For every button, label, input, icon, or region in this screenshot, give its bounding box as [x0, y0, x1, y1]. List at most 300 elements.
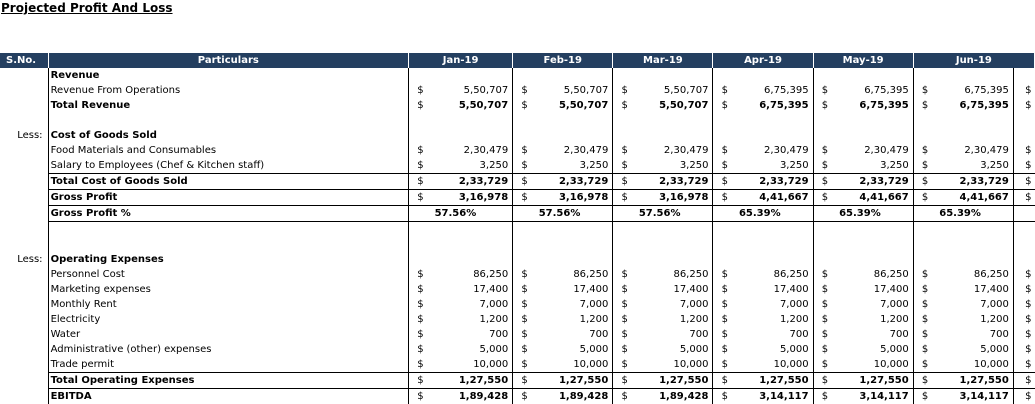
cell-currency-symbol[interactable] [613, 252, 631, 267]
cell-currency-symbol[interactable]: $ [513, 357, 531, 373]
cell-sno[interactable]: Less: [0, 128, 48, 143]
cell-sno[interactable] [0, 206, 48, 222]
cell-currency-symbol[interactable]: $ [813, 158, 831, 174]
cell-amount[interactable]: 86,250 [731, 267, 813, 282]
cell-currency-symbol[interactable]: $ [513, 282, 531, 297]
cell-currency-symbol[interactable]: $ [409, 373, 427, 389]
cell-amount[interactable]: 5,000 [531, 342, 613, 357]
cell-currency-symbol[interactable]: $ [1013, 190, 1034, 206]
cell-amount[interactable]: 1,27,550 [931, 373, 1013, 389]
cell-particulars[interactable]: Trade permit [48, 357, 409, 373]
cell-amount[interactable]: 3,250 [531, 158, 613, 174]
cell-particulars[interactable]: Electricity [48, 312, 409, 327]
cell-amount[interactable]: 2,30,479 [631, 143, 713, 158]
cell-currency-symbol[interactable] [1013, 222, 1034, 238]
cell-currency-symbol[interactable] [713, 68, 731, 83]
cell-particulars[interactable]: Gross Profit % [48, 206, 409, 222]
cell-empty[interactable] [731, 113, 813, 128]
cell-currency-symbol[interactable]: $ [1013, 357, 1034, 373]
cell-empty[interactable] [531, 68, 613, 83]
cell-sno[interactable] [0, 297, 48, 312]
cell-currency-symbol[interactable] [613, 113, 631, 128]
cell-empty[interactable] [931, 252, 1013, 267]
cell-empty[interactable] [427, 128, 513, 143]
cell-amount[interactable]: 2,30,479 [731, 143, 813, 158]
cell-currency-symbol[interactable]: $ [813, 389, 831, 404]
cell-currency-symbol[interactable]: $ [409, 312, 427, 327]
cell-currency-symbol[interactable] [613, 237, 631, 252]
cell-amount[interactable]: 2,30,479 [531, 143, 613, 158]
cell-amount[interactable]: 10,000 [427, 357, 513, 373]
cell-percent[interactable]: 57.56% [531, 206, 613, 222]
cell-currency-symbol[interactable] [1013, 128, 1034, 143]
cell-currency-symbol[interactable] [713, 252, 731, 267]
cell-currency-symbol[interactable]: $ [513, 174, 531, 190]
cell-sno[interactable] [0, 83, 48, 98]
cell-amount[interactable]: 86,250 [831, 267, 913, 282]
cell-currency-symbol[interactable]: $ [1013, 174, 1034, 190]
cell-currency-symbol[interactable]: $ [513, 143, 531, 158]
cell-currency-symbol[interactable]: $ [713, 357, 731, 373]
cell-amount[interactable]: 1,200 [831, 312, 913, 327]
cell-sno[interactable] [0, 190, 48, 206]
cell-currency-symbol[interactable]: $ [713, 282, 731, 297]
cell-currency-symbol[interactable]: $ [613, 389, 631, 404]
cell-currency-symbol[interactable]: $ [409, 83, 427, 98]
cell-amount[interactable]: 6,75,395 [931, 83, 1013, 98]
cell-currency-symbol[interactable]: $ [713, 373, 731, 389]
cell-currency-symbol[interactable] [813, 222, 831, 238]
cell-currency-symbol[interactable]: $ [613, 158, 631, 174]
cell-currency-symbol[interactable]: $ [913, 389, 931, 404]
cell-currency-symbol[interactable]: $ [1013, 373, 1034, 389]
cell-empty[interactable] [631, 222, 713, 238]
cell-amount[interactable]: 2,30,479 [427, 143, 513, 158]
cell-currency-symbol[interactable]: $ [613, 312, 631, 327]
cell-particulars[interactable]: Marketing expenses [48, 282, 409, 297]
cell-empty[interactable] [931, 237, 1013, 252]
cell-amount[interactable]: 4,41,667 [931, 190, 1013, 206]
cell-currency-symbol[interactable]: $ [813, 327, 831, 342]
cell-currency-symbol[interactable]: $ [1013, 282, 1034, 297]
cell-currency-symbol[interactable]: $ [1013, 312, 1034, 327]
header-month-feb[interactable]: Feb-19 [513, 53, 613, 68]
cell-amount[interactable]: 86,250 [931, 267, 1013, 282]
cell-amount[interactable]: 6,75,395 [731, 83, 813, 98]
cell-currency-symbol[interactable]: $ [813, 83, 831, 98]
cell-sno[interactable] [0, 282, 48, 297]
cell-currency-symbol[interactable] [713, 237, 731, 252]
cell-currency-symbol[interactable]: $ [913, 190, 931, 206]
cell-currency-symbol[interactable]: $ [409, 98, 427, 113]
cell-amount[interactable]: 5,000 [731, 342, 813, 357]
cell-currency-symbol[interactable]: $ [913, 174, 931, 190]
cell-empty[interactable] [831, 222, 913, 238]
cell-currency-symbol[interactable] [913, 68, 931, 83]
cell-empty[interactable] [931, 222, 1013, 238]
cell-particulars[interactable]: EBITDA [48, 389, 409, 404]
cell-particulars[interactable]: Gross Profit [48, 190, 409, 206]
cell-amount[interactable]: 10,000 [931, 357, 1013, 373]
cell-amount[interactable]: 5,000 [831, 342, 913, 357]
header-month-mar[interactable]: Mar-19 [613, 53, 713, 68]
cell-amount[interactable]: 17,400 [427, 282, 513, 297]
cell-currency-symbol[interactable]: $ [913, 282, 931, 297]
cell-amount[interactable]: 7,000 [731, 297, 813, 312]
cell-currency-symbol[interactable] [613, 222, 631, 238]
cell-currency-symbol[interactable] [1013, 113, 1034, 128]
cell-sno[interactable] [0, 389, 48, 404]
cell-currency-symbol[interactable]: $ [513, 312, 531, 327]
cell-empty[interactable] [831, 252, 913, 267]
cell-amount[interactable]: 3,16,978 [631, 190, 713, 206]
cell-currency-symbol[interactable]: $ [813, 357, 831, 373]
cell-currency-symbol[interactable]: $ [913, 327, 931, 342]
cell-currency-symbol[interactable]: $ [613, 373, 631, 389]
cell-amount[interactable]: 1,27,550 [631, 373, 713, 389]
cell-currency-symbol[interactable]: $ [913, 143, 931, 158]
cell-amount[interactable]: 5,000 [631, 342, 713, 357]
cell-amount[interactable]: 1,89,428 [631, 389, 713, 404]
cell-amount[interactable]: 700 [731, 327, 813, 342]
cell-amount[interactable]: 700 [427, 327, 513, 342]
cell-currency-symbol[interactable]: $ [1013, 158, 1034, 174]
cell-empty[interactable] [531, 252, 613, 267]
cell-amount[interactable]: 2,33,729 [931, 174, 1013, 190]
cell-empty[interactable] [631, 113, 713, 128]
cell-currency-symbol[interactable]: $ [913, 312, 931, 327]
cell-currency-symbol[interactable]: $ [713, 158, 731, 174]
cell-amount[interactable]: 2,30,479 [931, 143, 1013, 158]
cell-amount[interactable]: 7,000 [427, 297, 513, 312]
cell-currency-symbol[interactable] [813, 128, 831, 143]
cell-amount[interactable]: 17,400 [631, 282, 713, 297]
cell-currency-symbol[interactable]: $ [613, 357, 631, 373]
cell-currency-symbol[interactable] [713, 128, 731, 143]
cell-currency-symbol[interactable] [813, 252, 831, 267]
cell-currency-symbol[interactable]: $ [613, 342, 631, 357]
cell-empty[interactable] [831, 128, 913, 143]
cell-amount[interactable]: 3,14,117 [731, 389, 813, 404]
cell-empty[interactable] [931, 68, 1013, 83]
cell-sno[interactable] [0, 342, 48, 357]
cell-currency-symbol[interactable]: $ [813, 373, 831, 389]
cell-amount[interactable]: 10,000 [631, 357, 713, 373]
cell-particulars[interactable]: Salary to Employees (Chef & Kitchen staff) [48, 158, 409, 174]
cell-currency-symbol[interactable]: $ [613, 98, 631, 113]
cell-currency-symbol[interactable]: $ [1013, 83, 1034, 98]
cell-currency-symbol[interactable]: $ [813, 174, 831, 190]
cell-amount[interactable]: 10,000 [831, 357, 913, 373]
cell-currency-symbol[interactable]: $ [613, 83, 631, 98]
cell-currency-symbol[interactable] [613, 128, 631, 143]
cell-currency-symbol[interactable] [813, 206, 831, 222]
cell-currency-symbol[interactable]: $ [513, 342, 531, 357]
cell-currency-symbol[interactable] [713, 206, 731, 222]
cell-empty[interactable] [427, 68, 513, 83]
cell-currency-symbol[interactable] [409, 252, 427, 267]
cell-empty[interactable] [531, 222, 613, 238]
cell-amount[interactable]: 1,89,428 [427, 389, 513, 404]
cell-currency-symbol[interactable]: $ [513, 267, 531, 282]
cell-empty[interactable] [731, 222, 813, 238]
cell-currency-symbol[interactable]: $ [513, 158, 531, 174]
cell-currency-symbol[interactable] [613, 206, 631, 222]
cell-amount[interactable]: 6,75,395 [931, 98, 1013, 113]
cell-percent[interactable]: 57.56% [427, 206, 513, 222]
cell-amount[interactable]: 17,400 [931, 282, 1013, 297]
cell-particulars[interactable] [48, 113, 409, 128]
cell-empty[interactable] [831, 113, 913, 128]
cell-currency-symbol[interactable] [913, 128, 931, 143]
cell-empty[interactable] [831, 68, 913, 83]
cell-amount[interactable]: 1,200 [931, 312, 1013, 327]
cell-sno[interactable] [0, 312, 48, 327]
cell-sno[interactable] [0, 113, 48, 128]
cell-currency-symbol[interactable]: $ [1013, 342, 1034, 357]
cell-amount[interactable]: 7,000 [931, 297, 1013, 312]
cell-amount[interactable]: 700 [531, 327, 613, 342]
cell-currency-symbol[interactable]: $ [813, 282, 831, 297]
cell-amount[interactable]: 5,50,707 [531, 98, 613, 113]
cell-currency-symbol[interactable]: $ [613, 297, 631, 312]
cell-amount[interactable]: 86,250 [531, 267, 613, 282]
cell-currency-symbol[interactable] [613, 68, 631, 83]
cell-currency-symbol[interactable]: $ [409, 327, 427, 342]
cell-amount[interactable]: 5,000 [931, 342, 1013, 357]
cell-particulars[interactable]: Operating Expenses [48, 252, 409, 267]
cell-amount[interactable]: 1,27,550 [731, 373, 813, 389]
cell-particulars[interactable]: Cost of Goods Sold [48, 128, 409, 143]
cell-amount[interactable]: 17,400 [531, 282, 613, 297]
cell-currency-symbol[interactable]: $ [813, 98, 831, 113]
cell-currency-symbol[interactable]: $ [513, 373, 531, 389]
cell-currency-symbol[interactable]: $ [513, 297, 531, 312]
cell-amount[interactable]: 2,30,479 [831, 143, 913, 158]
header-particulars[interactable]: Particulars [48, 53, 409, 68]
cell-currency-symbol[interactable] [913, 206, 931, 222]
cell-amount[interactable]: 7,000 [631, 297, 713, 312]
cell-amount[interactable]: 3,250 [931, 158, 1013, 174]
cell-amount[interactable]: 5,50,707 [427, 98, 513, 113]
cell-currency-symbol[interactable] [409, 237, 427, 252]
cell-currency-symbol[interactable] [813, 237, 831, 252]
cell-amount[interactable]: 86,250 [631, 267, 713, 282]
cell-amount[interactable]: 1,27,550 [531, 373, 613, 389]
cell-currency-symbol[interactable] [513, 222, 531, 238]
cell-currency-symbol[interactable] [1013, 68, 1034, 83]
cell-currency-symbol[interactable] [513, 237, 531, 252]
cell-amount[interactable]: 7,000 [831, 297, 913, 312]
cell-currency-symbol[interactable]: $ [713, 98, 731, 113]
cell-empty[interactable] [731, 252, 813, 267]
cell-currency-symbol[interactable] [513, 128, 531, 143]
cell-particulars[interactable]: Water [48, 327, 409, 342]
cell-empty[interactable] [427, 222, 513, 238]
cell-currency-symbol[interactable]: $ [913, 297, 931, 312]
cell-amount[interactable]: 3,14,117 [831, 389, 913, 404]
cell-currency-symbol[interactable]: $ [713, 297, 731, 312]
cell-currency-symbol[interactable]: $ [813, 190, 831, 206]
cell-sno[interactable] [0, 222, 48, 238]
cell-currency-symbol[interactable]: $ [713, 143, 731, 158]
cell-amount[interactable]: 5,50,707 [531, 83, 613, 98]
cell-empty[interactable] [731, 128, 813, 143]
cell-currency-symbol[interactable] [913, 113, 931, 128]
cell-amount[interactable]: 5,50,707 [631, 83, 713, 98]
cell-currency-symbol[interactable] [1013, 206, 1034, 222]
cell-currency-symbol[interactable] [409, 68, 427, 83]
cell-currency-symbol[interactable]: $ [409, 389, 427, 404]
cell-amount[interactable]: 3,250 [427, 158, 513, 174]
cell-amount[interactable]: 1,200 [531, 312, 613, 327]
header-month-jan[interactable]: Jan-19 [409, 53, 513, 68]
cell-amount[interactable]: 17,400 [731, 282, 813, 297]
cell-currency-symbol[interactable] [1013, 237, 1034, 252]
cell-particulars[interactable]: Revenue [48, 68, 409, 83]
cell-currency-symbol[interactable]: $ [409, 174, 427, 190]
cell-empty[interactable] [427, 252, 513, 267]
cell-percent[interactable]: 65.39% [931, 206, 1013, 222]
cell-currency-symbol[interactable] [409, 113, 427, 128]
cell-percent[interactable]: 65.39% [831, 206, 913, 222]
cell-amount[interactable]: 1,27,550 [831, 373, 913, 389]
cell-sno[interactable] [0, 98, 48, 113]
cell-currency-symbol[interactable] [1013, 252, 1034, 267]
cell-currency-symbol[interactable]: $ [513, 98, 531, 113]
cell-currency-symbol[interactable]: $ [409, 158, 427, 174]
cell-percent[interactable]: 57.56% [631, 206, 713, 222]
cell-particulars[interactable]: Food Materials and Consumables [48, 143, 409, 158]
cell-sno[interactable] [0, 68, 48, 83]
cell-amount[interactable]: 5,50,707 [427, 83, 513, 98]
cell-currency-symbol[interactable]: $ [409, 297, 427, 312]
cell-amount[interactable]: 2,33,729 [531, 174, 613, 190]
cell-amount[interactable]: 1,89,428 [531, 389, 613, 404]
cell-currency-symbol[interactable] [713, 222, 731, 238]
cell-currency-symbol[interactable]: $ [409, 267, 427, 282]
cell-currency-symbol[interactable]: $ [713, 389, 731, 404]
cell-currency-symbol[interactable]: $ [613, 327, 631, 342]
header-month-may[interactable]: May-19 [813, 53, 913, 68]
cell-sno[interactable] [0, 327, 48, 342]
cell-amount[interactable]: 17,400 [831, 282, 913, 297]
cell-particulars[interactable]: Total Cost of Goods Sold [48, 174, 409, 190]
cell-amount[interactable]: 4,41,667 [831, 190, 913, 206]
cell-empty[interactable] [531, 128, 613, 143]
cell-particulars[interactable]: Revenue From Operations [48, 83, 409, 98]
cell-currency-symbol[interactable]: $ [409, 342, 427, 357]
cell-currency-symbol[interactable] [913, 252, 931, 267]
cell-currency-symbol[interactable] [813, 113, 831, 128]
cell-currency-symbol[interactable] [913, 222, 931, 238]
cell-currency-symbol[interactable]: $ [913, 342, 931, 357]
cell-currency-symbol[interactable] [713, 113, 731, 128]
cell-amount[interactable]: 3,250 [731, 158, 813, 174]
cell-currency-symbol[interactable]: $ [913, 373, 931, 389]
cell-amount[interactable]: 2,33,729 [831, 174, 913, 190]
cell-amount[interactable]: 3,16,978 [531, 190, 613, 206]
cell-empty[interactable] [931, 113, 1013, 128]
cell-currency-symbol[interactable]: $ [813, 267, 831, 282]
cell-amount[interactable]: 6,75,395 [831, 83, 913, 98]
cell-currency-symbol[interactable]: $ [913, 357, 931, 373]
cell-currency-symbol[interactable] [513, 206, 531, 222]
cell-currency-symbol[interactable] [513, 113, 531, 128]
cell-currency-symbol[interactable] [409, 128, 427, 143]
cell-currency-symbol[interactable]: $ [813, 297, 831, 312]
cell-currency-symbol[interactable]: $ [1013, 143, 1034, 158]
cell-particulars[interactable]: Administrative (other) expenses [48, 342, 409, 357]
cell-currency-symbol[interactable]: $ [613, 267, 631, 282]
cell-currency-symbol[interactable] [513, 252, 531, 267]
cell-empty[interactable] [427, 237, 513, 252]
cell-currency-symbol[interactable]: $ [913, 98, 931, 113]
cell-currency-symbol[interactable] [409, 206, 427, 222]
cell-amount[interactable]: 4,41,667 [731, 190, 813, 206]
cell-currency-symbol[interactable]: $ [1013, 327, 1034, 342]
cell-currency-symbol[interactable] [409, 222, 427, 238]
cell-currency-symbol[interactable]: $ [713, 312, 731, 327]
cell-sno[interactable] [0, 174, 48, 190]
cell-currency-symbol[interactable]: $ [409, 143, 427, 158]
cell-currency-symbol[interactable]: $ [713, 267, 731, 282]
cell-amount[interactable]: 700 [931, 327, 1013, 342]
cell-currency-symbol[interactable]: $ [913, 158, 931, 174]
cell-sno[interactable] [0, 237, 48, 252]
cell-amount[interactable]: 1,27,550 [427, 373, 513, 389]
cell-currency-symbol[interactable]: $ [813, 342, 831, 357]
cell-amount[interactable]: 5,50,707 [631, 98, 713, 113]
cell-amount[interactable]: 5,000 [427, 342, 513, 357]
cell-currency-symbol[interactable]: $ [1013, 389, 1034, 404]
cell-amount[interactable]: 86,250 [427, 267, 513, 282]
cell-currency-symbol[interactable]: $ [913, 267, 931, 282]
cell-empty[interactable] [731, 237, 813, 252]
cell-currency-symbol[interactable] [913, 237, 931, 252]
cell-empty[interactable] [631, 128, 713, 143]
cell-empty[interactable] [631, 237, 713, 252]
cell-currency-symbol[interactable]: $ [513, 190, 531, 206]
cell-amount[interactable]: 1,200 [731, 312, 813, 327]
cell-particulars[interactable]: Personnel Cost [48, 267, 409, 282]
cell-particulars[interactable]: Total Operating Expenses [48, 373, 409, 389]
cell-empty[interactable] [731, 68, 813, 83]
cell-currency-symbol[interactable]: $ [813, 143, 831, 158]
cell-amount[interactable]: 1,200 [427, 312, 513, 327]
cell-amount[interactable]: 3,14,117 [931, 389, 1013, 404]
cell-currency-symbol[interactable]: $ [513, 389, 531, 404]
cell-currency-symbol[interactable]: $ [1013, 98, 1034, 113]
cell-amount[interactable]: 700 [631, 327, 713, 342]
cell-sno[interactable] [0, 373, 48, 389]
cell-currency-symbol[interactable]: $ [1013, 297, 1034, 312]
cell-currency-symbol[interactable] [813, 68, 831, 83]
cell-currency-symbol[interactable]: $ [409, 357, 427, 373]
cell-amount[interactable]: 3,16,978 [427, 190, 513, 206]
cell-amount[interactable]: 10,000 [731, 357, 813, 373]
cell-currency-symbol[interactable]: $ [613, 143, 631, 158]
cell-amount[interactable]: 3,250 [631, 158, 713, 174]
cell-amount[interactable]: 700 [831, 327, 913, 342]
cell-sno[interactable]: Less: [0, 252, 48, 267]
cell-empty[interactable] [631, 68, 713, 83]
cell-sno[interactable] [0, 267, 48, 282]
header-month-jun[interactable]: Jun-19 [913, 53, 1034, 68]
header-month-apr[interactable]: Apr-19 [713, 53, 813, 68]
cell-amount[interactable]: 3,250 [831, 158, 913, 174]
cell-particulars[interactable]: Total Revenue [48, 98, 409, 113]
